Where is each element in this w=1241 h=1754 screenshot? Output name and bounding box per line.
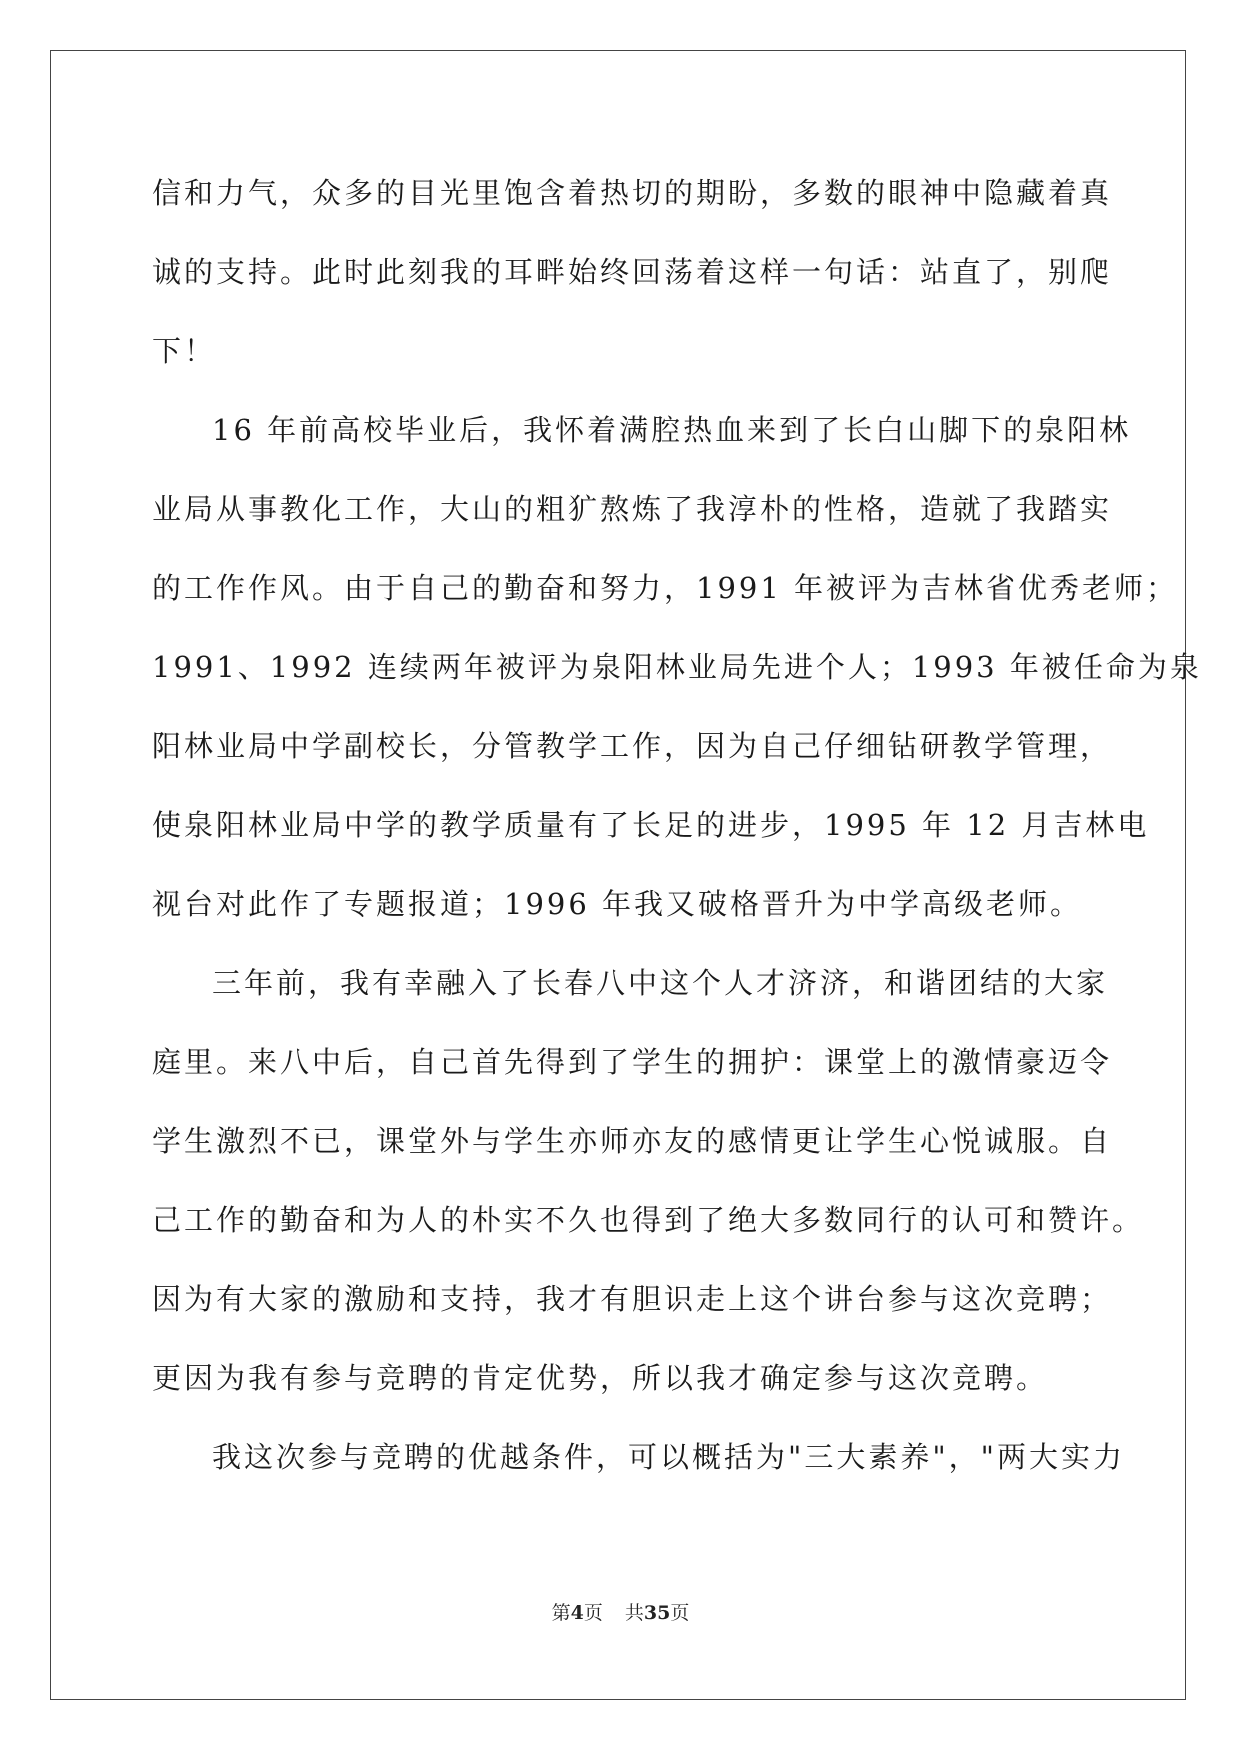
paragraph-start-line: 三年前，我有幸融入了长春八中这个人才济济，和谐团结的大家 [212,966,1109,1000]
text-line: 下！ [152,334,217,368]
total-prefix: 共 [624,1602,644,1624]
text-line: 己工作的勤奋和为人的朴实不久也得到了绝大多数同行的认可和赞许。 [152,1203,1145,1237]
paragraph-start-line: 16 年前高校毕业后，我怀着满腔热血来到了长白山脚下的泉阳林 [212,413,1132,447]
paragraph-start-line: 我这次参与竞聘的优越条件，可以概括为"三大素养"，"两大实力 [212,1440,1126,1474]
text-line: 业局从事教化工作，大山的粗犷熬炼了我淳朴的性格，造就了我踏实 [152,492,1113,526]
total-pages: 35 [643,1602,671,1624]
text-line: 视台对此作了专题报道；1996 年我又破格晋升为中学高级老师。 [152,887,1083,921]
document-body [152,154,1202,1497]
text-line: 信和力气，众多的目光里饱含着热切的期盼，多数的眼神中隐藏着真 [152,176,1113,210]
text-line: 使泉阳林业局中学的教学质量有了长足的进步，1995 年 12 月吉林电 [152,808,1150,842]
text-line: 的工作作风。由于自己的勤奋和努力，1991 年被评为吉林省优秀老师； [152,571,1179,605]
text-line: 1991、1992 连续两年被评为泉阳林业局先进个人；1993 年被任命为泉 [152,650,1202,684]
text-line: 诚的支持。此时此刻我的耳畔始终回荡着这样一句话：站直了，别爬 [152,255,1113,289]
text-line: 因为有大家的激励和支持，我才有胆识走上这个讲台参与这次竞聘； [152,1282,1113,1316]
page-prefix: 第 [551,1602,571,1624]
total-suffix: 页 [670,1602,690,1624]
text-line: 更因为我有参与竞聘的肯定优势，所以我才确定参与这次竞聘。 [152,1361,1049,1395]
text-line: 阳林业局中学副校长，分管教学工作，因为自己仔细钻研教学管理， [152,729,1113,763]
page-number: 4 [570,1602,584,1624]
text-line: 庭里。来八中后，自己首先得到了学生的拥护：课堂上的激情豪迈令 [152,1045,1113,1079]
page-footer [0,1598,1241,1625]
text-line: 学生激烈不已，课堂外与学生亦师亦友的感情更让学生心悦诚服。自 [152,1124,1113,1158]
page-suffix: 页 [583,1602,603,1624]
